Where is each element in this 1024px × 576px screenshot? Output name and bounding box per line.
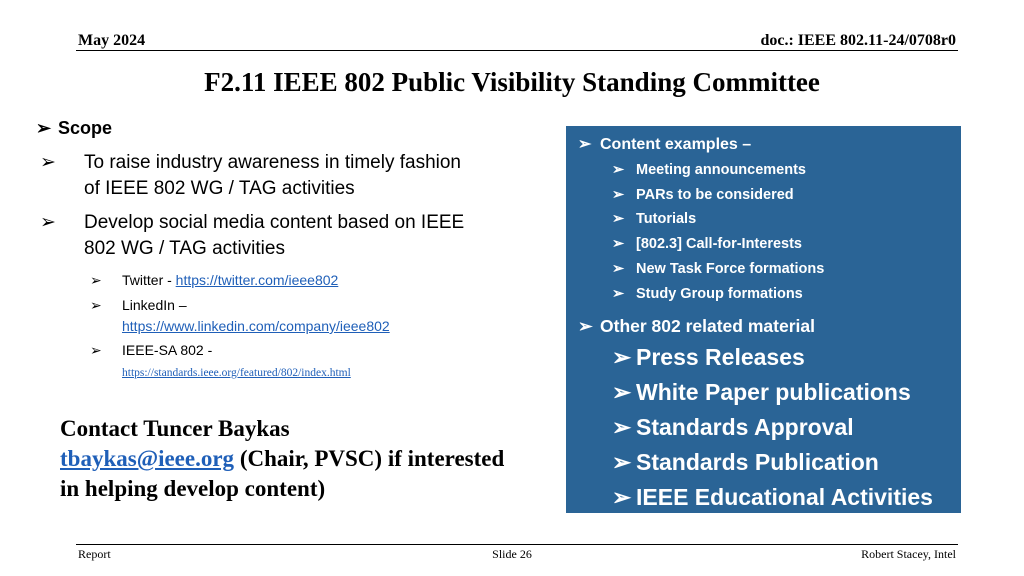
- content-examples-title: Content examples –: [600, 136, 752, 153]
- arrow-bullet-icon: ➢: [36, 118, 52, 138]
- arrow-bullet-icon: ➢: [612, 484, 632, 510]
- arrow-bullet-icon: ➢: [612, 187, 625, 203]
- header-rule: [76, 50, 958, 51]
- twitter-item: [90, 270, 506, 291]
- scope-item-2: [40, 210, 482, 262]
- other-material-text: IEEE Educational Activities: [636, 484, 933, 510]
- arrow-bullet-icon: ➢: [612, 261, 625, 277]
- content-examples-heading: [578, 134, 751, 154]
- other-material-item: [612, 449, 879, 476]
- arrow-bullet-icon: ➢: [90, 297, 102, 313]
- arrow-bullet-icon: ➢: [578, 316, 593, 336]
- twitter-label: Twitter -: [122, 272, 176, 288]
- other-material-text: Standards Approval: [636, 414, 854, 440]
- other-material-text: Standards Publication: [636, 449, 879, 475]
- arrow-bullet-icon: ➢: [612, 449, 632, 475]
- arrow-bullet-icon: ➢: [40, 212, 56, 233]
- other-material-item: [612, 484, 933, 511]
- arrow-bullet-icon: ➢: [90, 272, 102, 288]
- contact-note: [60, 414, 520, 504]
- arrow-bullet-icon: ➢: [612, 414, 632, 440]
- content-example-text: PARs to be considered: [636, 187, 794, 203]
- content-examples-box: [566, 126, 961, 513]
- other-material-title: Other 802 related material: [600, 316, 815, 336]
- scope-heading: [36, 118, 112, 139]
- content-example-text: New Task Force formations: [636, 261, 825, 277]
- scope-item-text: Develop social media content based on IEEE 802 WG / TAG activities: [84, 212, 465, 259]
- contact-prefix: Contact Tuncer Baykas: [60, 416, 290, 441]
- footer-rule: [76, 544, 958, 545]
- arrow-bullet-icon: ➢: [612, 162, 625, 178]
- scope-label: Scope: [58, 118, 113, 138]
- slide-number: Slide 26: [492, 547, 532, 561]
- arrow-bullet-icon: ➢: [612, 236, 625, 252]
- footer-left: Report: [78, 547, 111, 561]
- scope-item-text: To raise industry awareness in timely fashion of IEEE 802 WG / TAG activities: [84, 152, 462, 199]
- arrow-bullet-icon: ➢: [612, 286, 625, 302]
- other-material-item: [612, 344, 805, 371]
- content-example-item: [612, 187, 794, 203]
- other-material-item: [612, 414, 854, 441]
- ieeesa-link[interactable]: https://standards.ieee.org/featured/802/index.html: [122, 367, 351, 379]
- content-example-item: [612, 162, 806, 178]
- arrow-bullet-icon: ➢: [612, 211, 625, 227]
- content-example-text: [802.3] Call-for-Interests: [636, 236, 802, 252]
- content-example-item: [612, 286, 803, 302]
- content-example-item: [612, 211, 696, 227]
- footer-author: Robert Stacey, Intel: [861, 547, 956, 561]
- content-example-text: Study Group formations: [636, 286, 803, 302]
- other-material-heading: [578, 316, 815, 337]
- ieeesa-label: IEEE-SA 802 -: [122, 342, 213, 358]
- ieeesa-item: [90, 340, 506, 384]
- arrow-bullet-icon: ➢: [612, 379, 632, 405]
- contact-email-link[interactable]: tbaykas@ieee.org: [60, 446, 235, 471]
- contact-suffix: (Chair, PVSC) if interested in helping develop content): [60, 446, 505, 501]
- content-example-text: Tutorials: [636, 211, 697, 227]
- slide-title: F2.11 IEEE 802 Public Visibility Standing Committee: [204, 67, 820, 97]
- arrow-bullet-icon: ➢: [40, 152, 56, 173]
- linkedin-item: [90, 295, 506, 337]
- content-example-text: Meeting announcements: [636, 162, 806, 178]
- arrow-bullet-icon: ➢: [578, 136, 592, 153]
- other-material-text: White Paper publications: [636, 379, 911, 405]
- content-example-item: [612, 236, 802, 252]
- arrow-bullet-icon: ➢: [90, 342, 102, 358]
- other-material-item: [612, 379, 911, 406]
- twitter-link[interactable]: https://twitter.com/ieee802: [175, 272, 339, 288]
- scope-item-1: [40, 150, 482, 202]
- other-material-text: Press Releases: [636, 344, 805, 370]
- arrow-bullet-icon: ➢: [612, 344, 632, 370]
- content-example-item: [612, 261, 824, 277]
- header-doc-id: doc.: IEEE 802.11-24/0708r0: [760, 32, 956, 49]
- linkedin-link[interactable]: https://www.linkedin.com/company/ieee802: [122, 318, 390, 334]
- linkedin-label: LinkedIn –: [122, 297, 187, 313]
- header-date: May 2024: [78, 32, 146, 49]
